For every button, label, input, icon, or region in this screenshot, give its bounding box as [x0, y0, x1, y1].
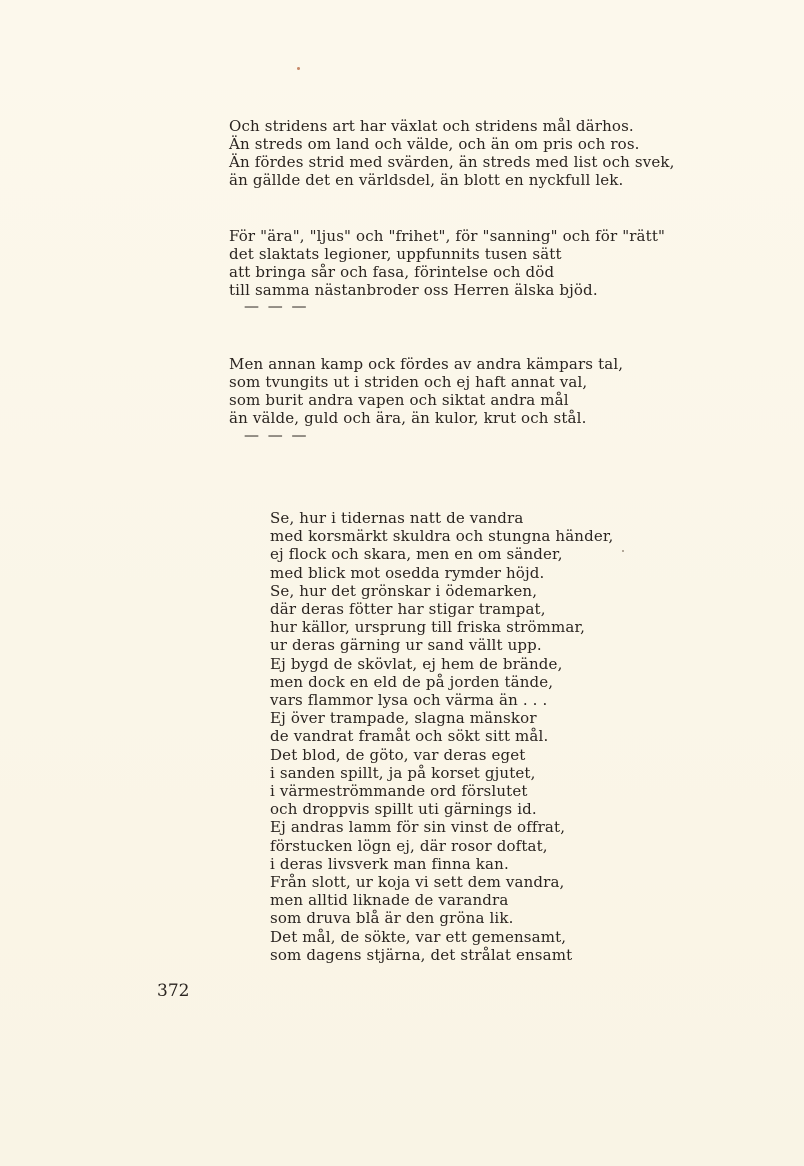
- verse-line: Ej andras lamm för sin vinst de offrat,: [270, 818, 566, 837]
- verse-line: i sanden spillt, ja på korset gjutet,: [270, 763, 536, 782]
- verse-line: Men annan kamp ock fördes av andra kämpars tal,: [229, 355, 624, 373]
- verse-line: Se, hur i tidernas natt de vandra: [270, 509, 524, 527]
- verse-line: ur deras gärning ur sand vällt upp.: [270, 636, 542, 655]
- verse-line: Ej över trampade, slagna mänskor: [270, 709, 537, 728]
- verse-line: och droppvis spillt uti gärnings id.: [270, 800, 537, 819]
- verse-line: till samma nästanbroder oss Herren älska bjöd.: [229, 281, 598, 299]
- verse-line: ej flock och skara, men en om sänder,: [270, 545, 563, 564]
- verse-line: som druva blå är den gröna lik.: [270, 909, 514, 928]
- verse-line: vars flammor lysa och värma än . . .: [270, 691, 548, 710]
- verse-line: men dock en eld de på jorden tände,: [270, 672, 554, 691]
- poem-body: [270, 509, 690, 964]
- verse-line: det slaktats legioner, uppfunnits tusen sätt: [229, 245, 562, 263]
- section-separator: — — —: [244, 426, 309, 444]
- verse-line: Se, hur det grönskar i ödemarken,: [270, 581, 538, 600]
- verse-line: Än fördes strid med svärden, än streds med list och svek,: [229, 153, 675, 171]
- verse-line: som tvungits ut i striden och ej haft annat val,: [229, 373, 588, 391]
- verse-line: med blick mot osedda rymder höjd.: [270, 563, 545, 582]
- stanza-3: [229, 355, 709, 427]
- verse-line: än gällde det en världsdel, än blott en nyckfull lek.: [229, 171, 624, 189]
- verse-line: de vandrat framåt och sökt sitt mål.: [270, 727, 549, 746]
- verse-line: men alltid liknade de varandra: [270, 891, 509, 910]
- stanza-1: [229, 117, 709, 189]
- verse-line: förstucken lögn ej, där rosor doftat,: [270, 836, 548, 855]
- section-separator: — — —: [244, 297, 309, 315]
- verse-line: som dagens stjärna, det strålat ensamt: [270, 945, 573, 964]
- verse-line: hur källor, ursprung till friska strömmar,: [270, 618, 586, 637]
- verse-line: Från slott, ur koja vi sett dem vandra,: [270, 873, 565, 892]
- verse-line: Än streds om land och välde, och än om pris och ros.: [229, 135, 640, 153]
- page-number: 372: [157, 981, 190, 1001]
- verse-line: Det mål, de sökte, var ett gemensamt,: [270, 927, 567, 946]
- verse-line: att bringa sår och fasa, förintelse och död: [229, 263, 555, 281]
- verse-line: Och stridens art har växlat och stridens mål därhos.: [229, 117, 634, 135]
- verse-line: än välde, guld och ära, än kulor, krut och stål.: [229, 409, 587, 427]
- verse-line: där deras fötter har stigar trampat,: [270, 600, 546, 619]
- verse-line: i deras livsverk man finna kan.: [270, 854, 509, 873]
- stanza-2: [229, 227, 709, 299]
- verse-line: För "ära", "ljus" och "frihet", för "sanning" och för "rätt": [229, 227, 666, 245]
- verse-line: Det blod, de göto, var deras eget: [270, 745, 526, 764]
- verse-line: i värmeströmmande ord förslutet: [270, 782, 528, 801]
- verse-line: med korsmärkt skuldra och stungna händer,: [270, 527, 614, 546]
- verse-line: Ej bygd de skövlat, ej hem de brände,: [270, 654, 563, 673]
- paper-speck: [297, 67, 300, 70]
- verse-line: som burit andra vapen och siktat andra mål: [229, 391, 569, 409]
